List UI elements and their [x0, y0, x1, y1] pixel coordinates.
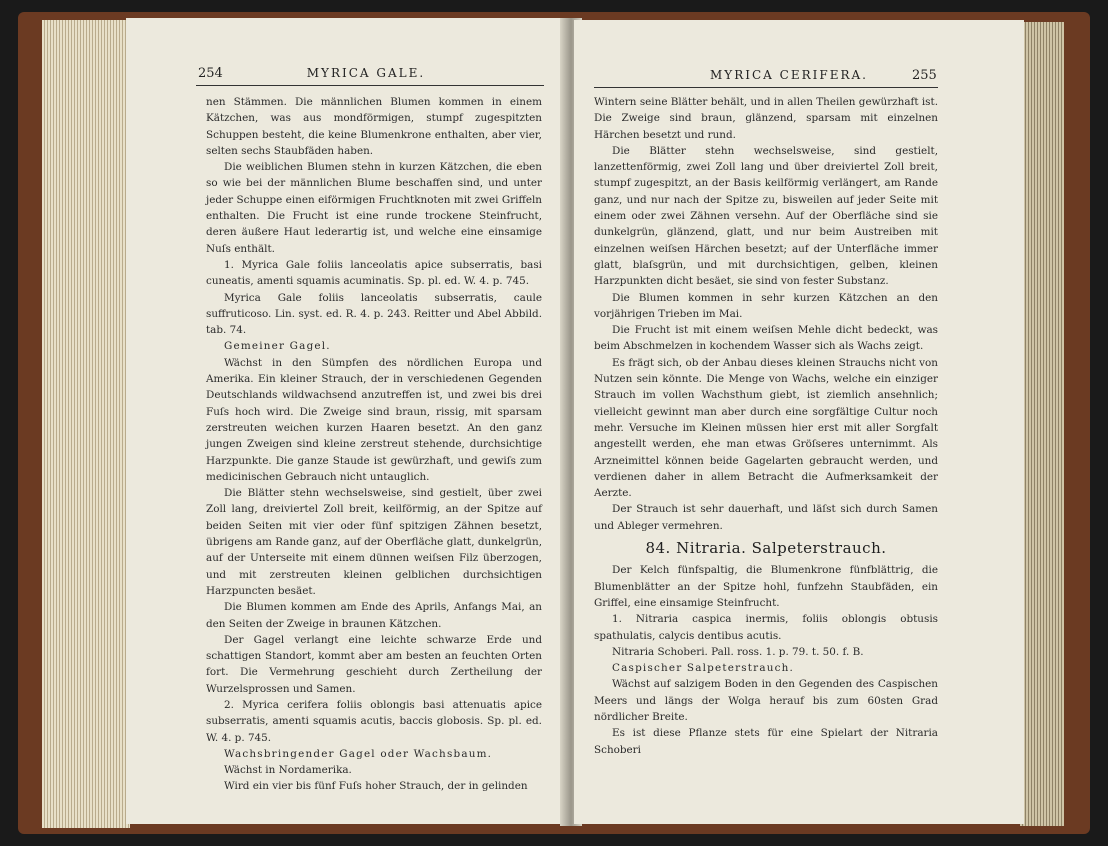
left-paragraph: Wächst in Nordamerika.: [224, 764, 352, 777]
left-paragraph: Wachsbringender Gagel oder Wachsbaum.: [224, 747, 493, 760]
left-running-title: MYRICA GALE.: [306, 66, 426, 80]
left-paragraph: Wird ein vier bis fünf Fuſs hoher Strauch, der in gelinden: [224, 780, 528, 793]
right-paragraph: Der Kelch fünfspaltig, die Blumenkrone fünfblättrig, die Blumenblätter an der Spitze hohl, funfzehn Staubfäden, ein Griffel, eine einsamige Steinfrucht.: [594, 564, 938, 609]
right-page-edges: [1020, 22, 1064, 826]
right-running-title: MYRICA CERIFERA.: [710, 68, 868, 82]
right-page-number: 255: [912, 68, 937, 83]
right-paragraph: Die Blumen kommen in sehr kurzen Kätzchen an den vorjährigen Trieben im Mai.: [594, 291, 938, 320]
right-paragraph: Die Blätter stehn wechselsweise, sind gestielt, lanzettenförmig, zwei Zoll lang und über dreiviertel Zoll breit, stumpf zugespitzt, an der Basis keilförmig verlängert, am Rande ganz, und nur nach der Spitze zu, bisweilen auf jeder Seite mit einem oder zwei Zähnen versehn. Auf der Oberfläche sind sie dunkelgrün, glänzend, glatt, und nur beim Austreiben mit einzelnen weiſsen Härchen besetzt; auf der Unterfläche immer glatt, blaſsgrün, und mit durchsichtigen, gelben, kleinen Harzpunkten dicht besäet, sie sind von fester Substanz.: [594, 144, 938, 288]
left-paragraph: Die Blätter stehn wechselsweise, sind gestielt, über zwei Zoll lang, dreiviertel Zoll breit, keilförmig, an der Spitze auf beiden Seiten mit vier oder fünf spitzigen Zähnen besetzt, übrigens am Rande ganz, auf der Oberfläche glatt, dunkelgrün, auf der Unterseite mit einem dünnen weiſsen Filz überzogen, und mit zerstreuten kleinen gelblichen durchsichtigen Harzpuncten besäet.: [206, 487, 542, 597]
right-paragraph: Wächst auf salzigem Boden in den Gegenden des Caspischen Meers und längs der Wolga herauf bis zum 60sten Grad nördlicher Breite.: [594, 678, 938, 723]
left-paragraph: nen Stämmen. Die männlichen Blumen kommen in einem Kätzchen, was aus mondförmigen, stumpf zugespitzten Schuppen besteht, die keine Blumenkrone enthalten, aber vier, selten sechs Staubfäden haben.: [206, 96, 542, 157]
right-paragraph: Die Frucht ist mit einem weiſsen Mehle dicht bedeckt, was beim Abschmelzen in kochendem Wasser sich als Wachs zeigt.: [594, 324, 938, 353]
right-paragraph: 1. Nitraria caspica inermis, foliis oblongis obtusis spathulatis, calycis dentibus acutis.: [594, 613, 938, 642]
left-paragraph: Die Blumen kommen am Ende des Aprils, Anfangs Mai, an den Seiten der Zweige in braunen Kätzchen.: [206, 601, 542, 630]
right-paragraph: Der Strauch ist sehr dauerhaft, und läſst sich durch Samen und Ableger vermehren.: [594, 503, 938, 532]
left-paragraph: 2. Myrica cerifera foliis oblongis basi attenuatis apice subserratis, amenti squamis acutis, baccis globosis. Sp. pl. ed. W. 4. p. 745.: [206, 698, 542, 744]
right-page-body: [594, 94, 938, 758]
left-page-edges: [42, 20, 130, 828]
left-paragraph: Myrica Gale foliis lanceolatis subserratis, caule suffruticoso. Lin. syst. ed. R. 4. p. 243. Reitter und Abel Abbild. tab. 74.: [206, 291, 542, 337]
left-page-body: [206, 94, 542, 795]
right-page: [574, 20, 1024, 824]
right-header-rule: [594, 87, 938, 88]
left-page-number: 254: [198, 66, 223, 81]
left-paragraph: 1. Myrica Gale foliis lanceolatis apice subserratis, basi cuneatis, amenti squamis acuminatis. Sp. pl. ed. W. 4. p. 745.: [206, 258, 542, 288]
left-paragraph: Die weiblichen Blumen stehn in kurzen Kätzchen, die eben so wie bei der männlichen Blume beschaffen sind, und unter jeder Schuppe einen eiförmigen Fruchtknoten mit zwei Griffeln enthalten. Die Frucht ist eine runde trockene Steinfrucht, deren äußere Haut lederartig ist, und welche eine einsamige Nuſs enthält.: [206, 161, 542, 255]
left-header-rule: [196, 85, 544, 86]
right-paragraph: Es ist diese Pflanze stets für eine Spielart der Nitraria Schoberi: [594, 727, 938, 756]
right-paragraph: Es frägt sich, ob der Anbau dieses kleinen Strauchs nicht von Nutzen sein könnte. Die Menge von Wachs, welche ein einziger Strauch im vollen Wachsthum giebt, ist ziemlich ansehnlich; vielleicht gewinnt man aber durch eine sorgfältige Cultur noch mehr. Versuche im Kleinen müssen hier erst mit aller Sorgfalt angestellt werden, ehe man etwas Gröſseres unternimmt. Als Arzneimittel können beide Gagelarten gebraucht werden, und verdienen daher in allem Betracht die Aufmerksamkeit der Aerzte.: [594, 356, 938, 500]
right-paragraph: Nitraria Schoberi. Pall. ross. 1. p. 79. t. 50. f. B.: [612, 645, 864, 658]
right-paragraph: Wintern seine Blätter behält, und in allen Theilen gewürzhaft ist. Die Zweige sind braun, glänzend, sparsam mit einzelnen Härchen besetzt und rund.: [594, 96, 938, 141]
left-paragraph: Wächst in den Sümpfen des nördlichen Europa und Amerika. Ein kleiner Strauch, der in verschiedenen Gegenden Deutschlands wildwachsend anzutreffen ist, und zwei bis drei Fuſs hoch wird. Die Zweige sind braun, rissig, mit sparsam zerstreuten weichen kurzen Haaren besetzt. An den ganz jungen Zweigen sind kleine zerstreut stehende, durchsichtige Harzpunkte. Die ganze Staude ist gewürzhaft, und gewiſs zum medicinischen Gebrauch nicht untauglich.: [206, 356, 542, 483]
left-paragraph: Gemeiner Gagel.: [224, 340, 331, 353]
left-page: [126, 18, 566, 824]
section-heading: 84. Nitraria. Salpeterstrauch.: [645, 539, 887, 558]
right-paragraph: Caspischer Salpeterstrauch.: [612, 662, 795, 675]
left-paragraph: Der Gagel verlangt eine leichte schwarze Erde und schattigen Standort, kommt aber am besten an feuchten Orten fort. Die Vermehrung geschieht durch Zertheilung der Wurzelsprossen und Samen.: [206, 633, 542, 695]
